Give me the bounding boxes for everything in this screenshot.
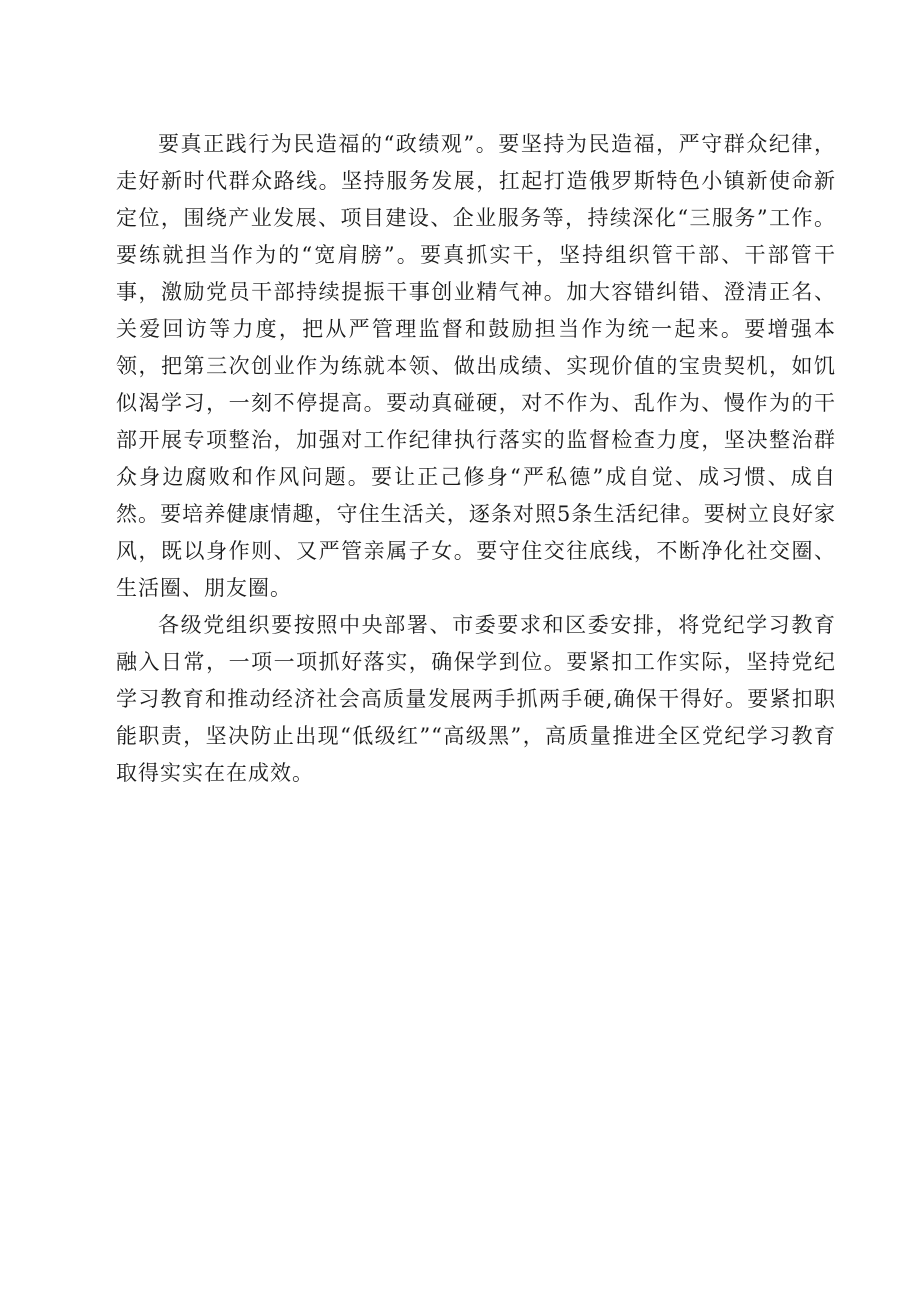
- paragraph: 各级党组织要按照中央部署、市委要求和区委安排，将党纪学习教育融入日常，一项一项抓好落实，确保学到位。要紧扣工作实际，坚持党纪学习教育和推动经济社会高质量发展两手抓两手硬,确保干得好。要紧扣职能职责，坚决防止出现“低级红”“高级黑”，高质量推进全区党纪学习教育取得实实在在成效。: [116, 613, 836, 785]
- paragraph: 要真正践行为民造福的“政绩观”。要坚持为民造福，严守群众纪律，走好新时代群众路线。坚持服务发展，扛起打造俄罗斯特色小镇新使命新定位，围绕产业发展、项目建设、企业服务等，持续深化“三服务”工作。要练就担当作为的“宽肩膀”。要真抓实干，坚持组织管干部、干部管干事，激励党员干部持续提振干事创业精气神。加大容错纠错、澄清正名、关爱回访等力度，把从严管理监督和鼓励担当作为统一起来。要增强本领，把第三次创业作为练就本领、做出成绩、实现价值的宝贵契机，如饥似渴学习，一刻不停提高。要动真碰硬，对不作为、乱作为、慢作为的干部开展专项整治，加强对工作纪律执行落实的监督检查力度，坚决整治群众身边腐败和作风问题。要让正己修身“严私德”成自觉、成习惯、成自然。要培养健康情趣，守住生活关，逐条对照5条生活纪律。要树立良好家风，既以身作则、又严管亲属子女。要守住交往底线，不断净化社交圈、生活圈、朋友圈。: [116, 132, 836, 600]
- body-text: [116, 126, 836, 792]
